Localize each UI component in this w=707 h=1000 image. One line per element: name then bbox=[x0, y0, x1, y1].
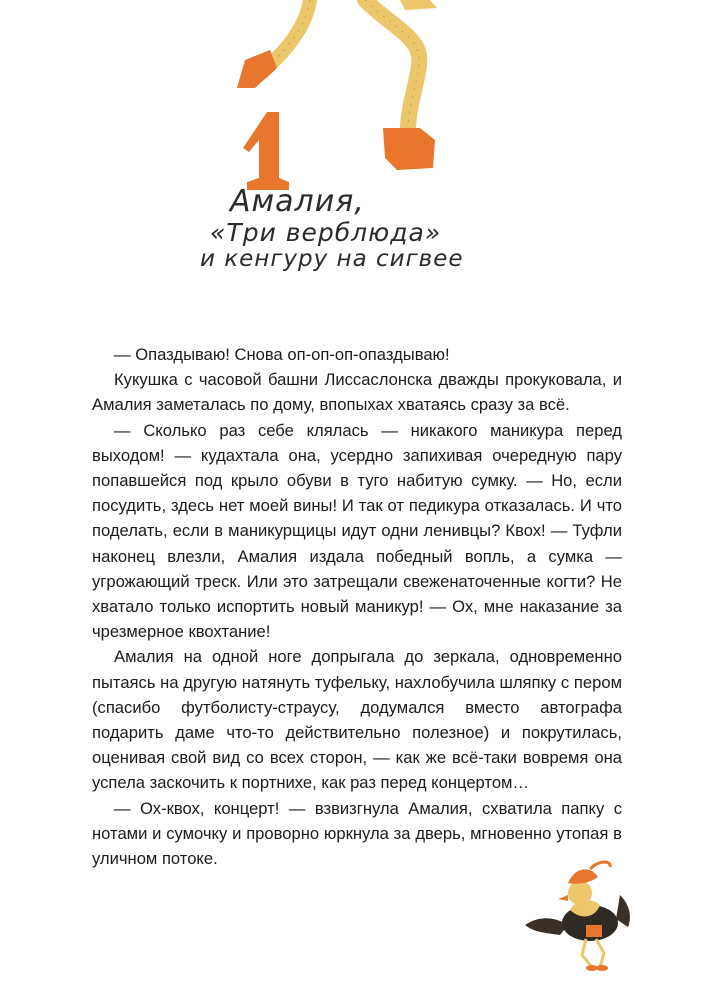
paragraph: Кукушка с часовой башни Лиссаслонска дважды прокуковала, и Амалия заметалась по дому, впопыхах хватаясь сразу за всё. bbox=[92, 370, 622, 415]
paragraph: — Ох-квох, концерт! — взвизгнула Амалия, схватила папку с нотами и сумочку и проворно юркнула за дверь, мгновенно утопая в уличном потоке. bbox=[92, 798, 622, 869]
chapter-title bbox=[200, 185, 510, 272]
paragraph: — Сколько раз себе клялась — никакого маникура перед выходом! — кудахтала она, усердно запихивая очередную пару попавшейся под крыло обуви в туго набитую сумку. — Но, если посудить, здесь нет моей вины! И так от педикура отказалась. И что поделать, если в маникурщицы идут одни ленивцы? Квох! — Туфли наконец влезли, Амалия издала победный вопль, а сумка — угрожающий треск. Или это затрещали свеженаточенные когти? Не хватало только испортить новый маникур! — Ох, мне наказание за чрезмерное квохтание! bbox=[92, 420, 622, 642]
paragraph: — Опаздываю! Снова оп-оп-оп-опаздываю! bbox=[114, 345, 450, 364]
title-line-1: Амалия, bbox=[230, 184, 365, 219]
chapter-body bbox=[92, 342, 622, 871]
title-line-2: «Три верблюда» bbox=[210, 217, 442, 247]
paragraph: Амалия на одной ноге допрыгала до зеркала, одновременно пытаясь на другую натянуть туфельку, нахлобучила шляпку с пером (спасибо футболисту-страусу, додумался вместо автографа подарить даме что-то действительно полезное) и покрутилась, оценивая свой вид со всех сторон, — как же всё-таки вовремя она успела заскочить к портнихе, как раз перед концертом… bbox=[92, 647, 622, 793]
title-line-3: и кенгуру на сигвее bbox=[200, 245, 464, 272]
bird-illustration bbox=[520, 855, 635, 975]
